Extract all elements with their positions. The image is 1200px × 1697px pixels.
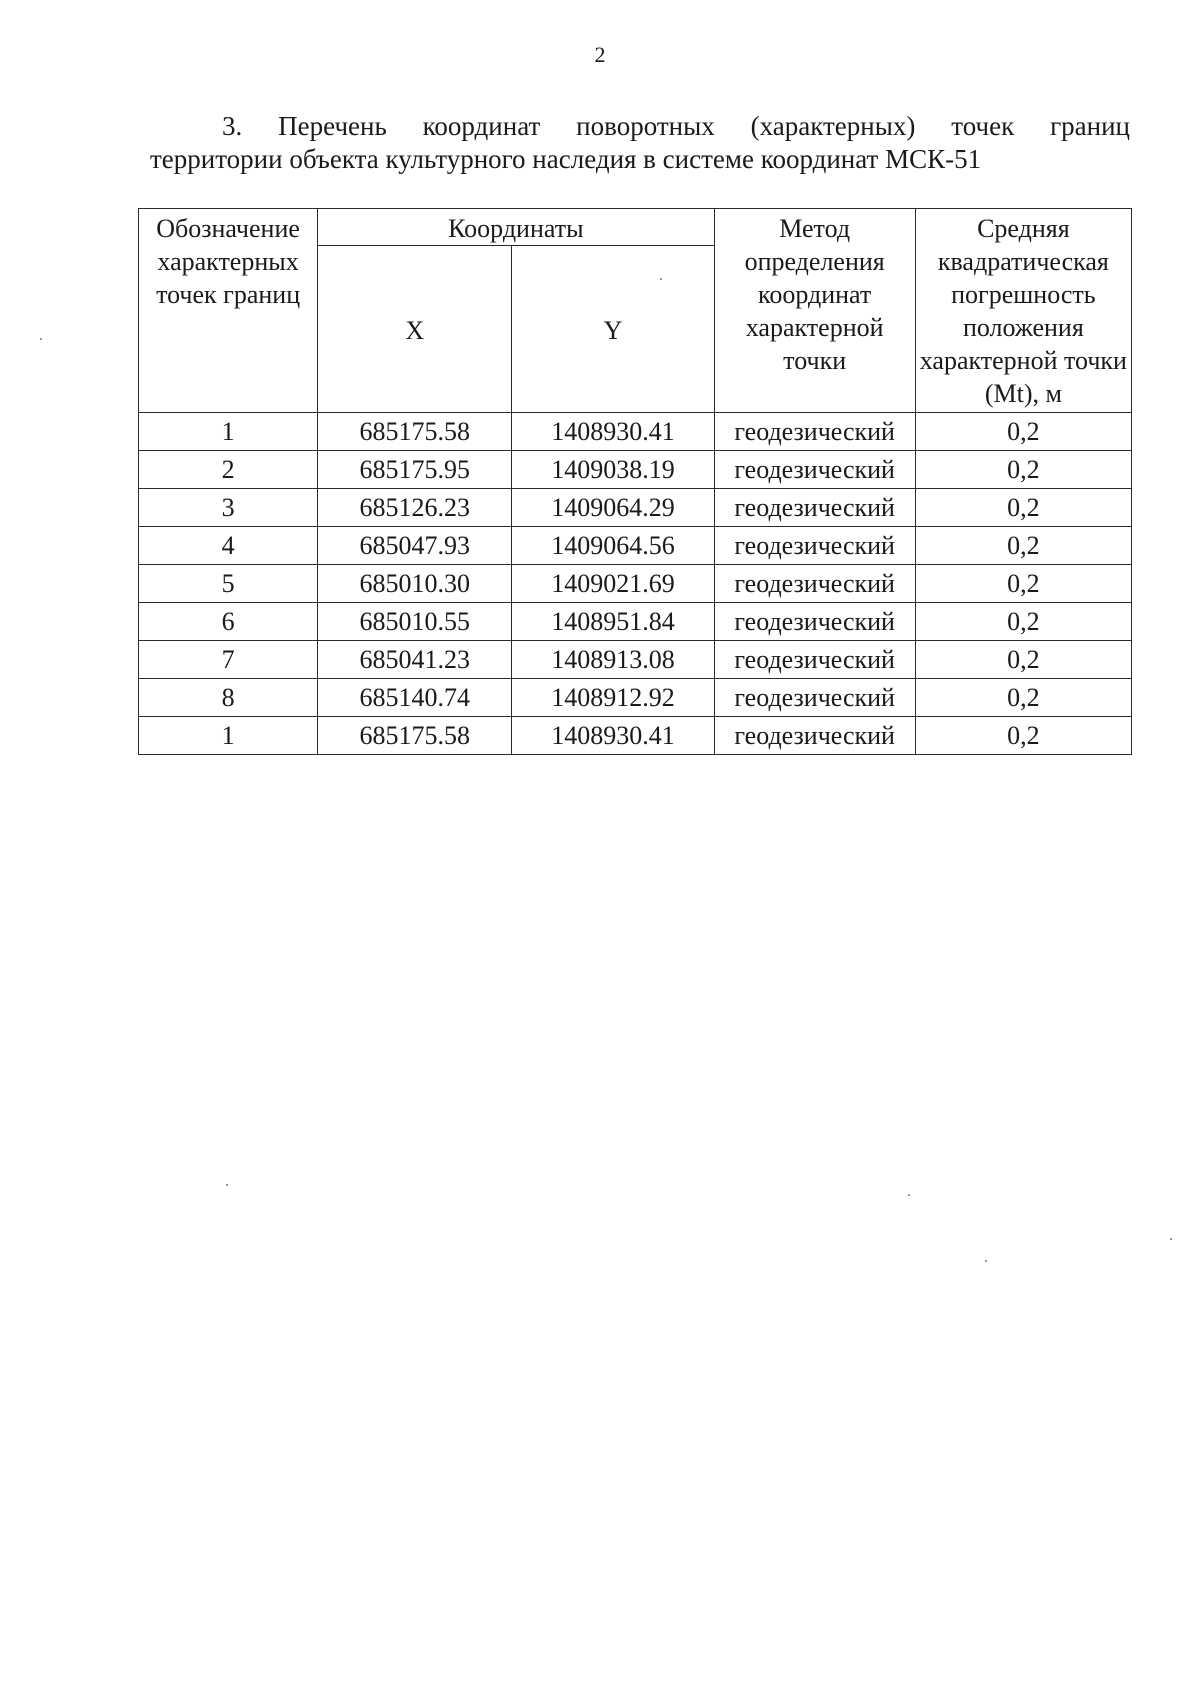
page-number: 2 xyxy=(594,42,606,67)
table-header-row xyxy=(139,209,1132,246)
cell-y: 1408930.41 xyxy=(512,413,714,451)
table-row xyxy=(139,717,1132,755)
cell-point: 8 xyxy=(139,679,318,717)
cell-y: 1409064.29 xyxy=(512,489,714,527)
heading-line-1: 3. Перечень координат поворотных (характерных) точек границ xyxy=(222,111,1130,141)
cell-method: геодезический xyxy=(714,413,915,451)
table-body xyxy=(139,413,1132,755)
cell-method: геодезический xyxy=(714,603,915,641)
table-row xyxy=(139,641,1132,679)
table-row xyxy=(139,603,1132,641)
table-row xyxy=(139,413,1132,451)
cell-point: 5 xyxy=(139,565,318,603)
scan-speck xyxy=(660,278,662,280)
cell-point: 7 xyxy=(139,641,318,679)
cell-x: 685047.93 xyxy=(318,527,512,565)
header-error: Средняя квадратическая погрешность положения характерной точки (Mt), м xyxy=(915,209,1131,413)
cell-point: 4 xyxy=(139,527,318,565)
cell-y: 1409021.69 xyxy=(512,565,714,603)
cell-x: 685175.95 xyxy=(318,451,512,489)
scan-speck xyxy=(226,1184,228,1186)
scan-speck xyxy=(908,1194,910,1196)
cell-error: 0,2 xyxy=(915,679,1131,717)
cell-x: 685041.23 xyxy=(318,641,512,679)
cell-point: 6 xyxy=(139,603,318,641)
cell-error: 0,2 xyxy=(915,451,1131,489)
cell-method: геодезический xyxy=(714,451,915,489)
cell-point: 3 xyxy=(139,489,318,527)
cell-method: геодезический xyxy=(714,679,915,717)
header-coordinates: Координаты xyxy=(318,209,714,246)
table-row xyxy=(139,565,1132,603)
header-method: Метод определения координат характерной точки xyxy=(714,209,915,413)
header-y: Y xyxy=(512,246,714,413)
cell-x: 685010.55 xyxy=(318,603,512,641)
cell-error: 0,2 xyxy=(915,413,1131,451)
scan-speck xyxy=(1170,1238,1172,1240)
table-row xyxy=(139,489,1132,527)
cell-x: 685175.58 xyxy=(318,717,512,755)
cell-point: 2 xyxy=(139,451,318,489)
cell-error: 0,2 xyxy=(915,527,1131,565)
table-row xyxy=(139,451,1132,489)
cell-y: 1408913.08 xyxy=(512,641,714,679)
cell-error: 0,2 xyxy=(915,717,1131,755)
cell-y: 1408951.84 xyxy=(512,603,714,641)
cell-x: 685010.30 xyxy=(318,565,512,603)
cell-x: 685140.74 xyxy=(318,679,512,717)
table-row xyxy=(139,679,1132,717)
header-point: Обозначение характерных точек границ xyxy=(139,209,318,413)
cell-y: 1409038.19 xyxy=(512,451,714,489)
scan-speck xyxy=(40,338,42,340)
cell-error: 0,2 xyxy=(915,603,1131,641)
cell-y: 1408930.41 xyxy=(512,717,714,755)
cell-method: геодезический xyxy=(714,489,915,527)
cell-x: 685126.23 xyxy=(318,489,512,527)
cell-method: геодезический xyxy=(714,527,915,565)
cell-error: 0,2 xyxy=(915,489,1131,527)
scan-speck xyxy=(985,1260,987,1262)
cell-y: 1409064.56 xyxy=(512,527,714,565)
cell-error: 0,2 xyxy=(915,641,1131,679)
section-heading xyxy=(150,110,1130,176)
cell-y: 1408912.92 xyxy=(512,679,714,717)
cell-error: 0,2 xyxy=(915,565,1131,603)
header-x: X xyxy=(318,246,512,413)
cell-method: геодезический xyxy=(714,641,915,679)
cell-method: геодезический xyxy=(714,717,915,755)
coordinates-table xyxy=(138,208,1132,755)
cell-point: 1 xyxy=(139,413,318,451)
heading-line-2: территории объекта культурного наследия в системе координат МСК-51 xyxy=(150,144,982,174)
cell-x: 685175.58 xyxy=(318,413,512,451)
table-row xyxy=(139,527,1132,565)
cell-point: 1 xyxy=(139,717,318,755)
cell-method: геодезический xyxy=(714,565,915,603)
